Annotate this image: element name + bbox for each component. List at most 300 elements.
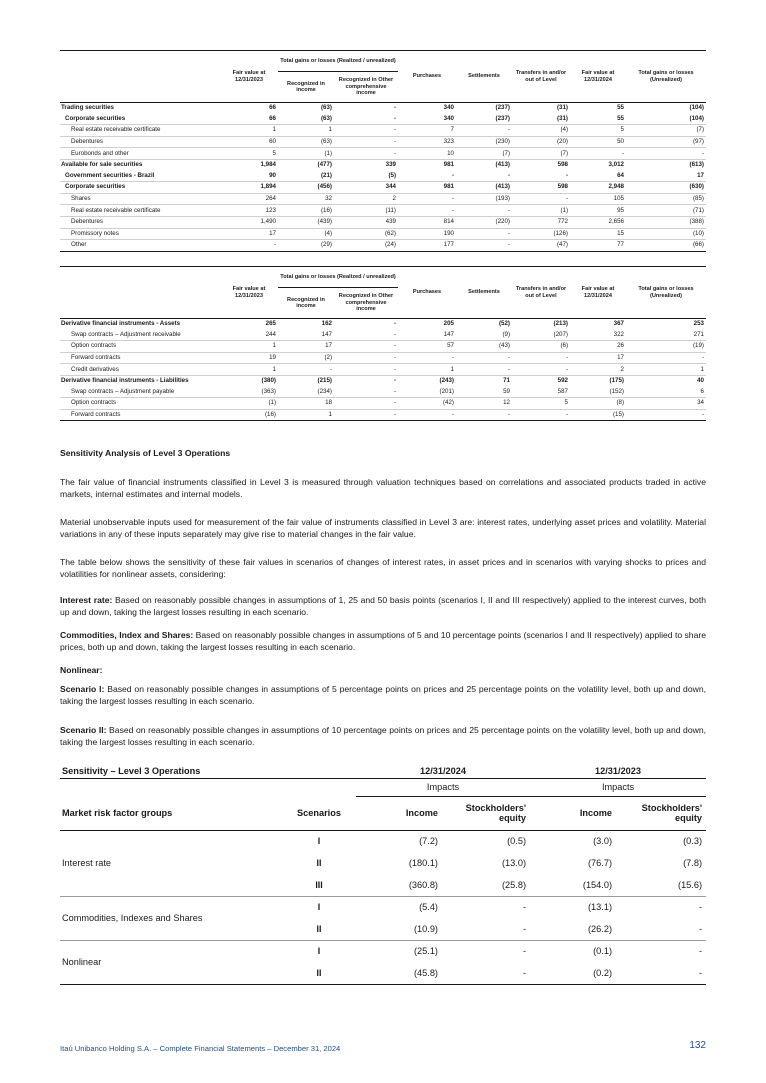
row-label: Available for sale securities (60, 159, 220, 170)
cell-value: 253 (626, 319, 706, 330)
nonlinear-heading: Nonlinear: (60, 665, 103, 675)
cell-value: - (456, 364, 512, 376)
row-label: Eurobonds and other (60, 148, 220, 160)
scenario-label: II (316, 858, 322, 868)
page-number: 132 (689, 1040, 706, 1051)
cell-value: - (398, 171, 456, 182)
sensitivity-value: (7.8) (683, 858, 703, 868)
cell-value: (388) (626, 216, 706, 228)
table-row (60, 228, 706, 240)
cell-value: (63) (278, 136, 334, 148)
cell-value: 90 (220, 171, 278, 182)
cell-value: (207) (512, 330, 570, 341)
cell-value: - (398, 193, 456, 205)
cell-value: - (398, 352, 456, 364)
cell-value: 1 (220, 341, 278, 353)
cell-value: 15 (570, 228, 626, 240)
cell-value: 17 (626, 171, 706, 182)
table-row (60, 136, 706, 148)
header-fv-end: Fair value at 12/31/2024 (570, 51, 626, 103)
cell-value: - (334, 330, 398, 341)
risk-group-name: Commodities, Indexes and Shares (60, 896, 282, 940)
paragraph-3: The table below shows the sensitivity of these fair values in scenarios of changes of interest rates, in asset prices and in scenarios with varying shocks to prices and volatilities for nonlinear assets, considering: (60, 557, 706, 580)
cell-value: 814 (398, 216, 456, 228)
cell-value: (243) (398, 375, 456, 386)
table-row (60, 387, 706, 398)
cell-value: 981 (398, 159, 456, 170)
cell-value: - (456, 125, 512, 137)
date-2024: 12/31/2024 (356, 764, 530, 778)
cell-value: (85) (626, 193, 706, 205)
header-settlements: Settlements (456, 267, 512, 319)
interest-text: Based on reasonably possible changes in assumptions of 1, 25 and 50 basis points (scenarios I, II and III respectively) applied to the interest curves, both up and down, taking the largest losses resulting in each scenario. (60, 595, 706, 618)
cell-value: (126) (512, 228, 570, 240)
scenario-label: I (282, 940, 356, 962)
cell-value: - (456, 171, 512, 182)
cell-value: - (398, 409, 456, 421)
row-label: Swap contracts – Adjustment payable (60, 387, 220, 398)
header-purchases: Purchases (398, 51, 456, 103)
cell-value: (97) (626, 136, 706, 148)
date-2023: 12/31/2023 (530, 764, 706, 778)
cell-value: (9) (456, 330, 512, 341)
cell-value: - (512, 364, 570, 376)
table-row (60, 364, 706, 376)
sensitivity-table-body (60, 764, 706, 984)
cell-value: 12 (456, 398, 512, 410)
scenario-label: I (282, 896, 356, 918)
cell-value: 2,656 (570, 216, 626, 228)
risk-group-name: Nonlinear (60, 940, 282, 984)
sensitivity-value: (180.1) (408, 858, 438, 868)
cell-value: - (570, 148, 626, 160)
cell-value: 95 (570, 205, 626, 217)
cell-value: (10) (626, 228, 706, 240)
cell-value: (16) (220, 409, 278, 421)
sensitivity-row (60, 896, 706, 918)
cell-value: (630) (626, 182, 706, 194)
commodities-label: Commodities, Index and Shares: (60, 630, 194, 640)
table-row (60, 409, 706, 421)
cell-value: 60 (220, 136, 278, 148)
cell-value: 177 (398, 240, 456, 252)
risk-group-name: Interest rate (62, 858, 112, 868)
paragraph-commodities (60, 629, 706, 654)
cell-value: 2,948 (570, 182, 626, 194)
cell-value: 1 (220, 125, 278, 137)
cell-value: - (456, 352, 512, 364)
table-row (60, 182, 706, 194)
cell-value: 1 (626, 364, 706, 376)
table-row (60, 125, 706, 137)
row-label: Debentures (60, 136, 220, 148)
cell-value: (19) (626, 341, 706, 353)
cell-value: 7 (398, 125, 456, 137)
cell-value: (201) (398, 387, 456, 398)
row-label: Other (60, 240, 220, 252)
sensitivity-value: (76.7) (588, 858, 613, 868)
header-fv-end: Fair value at 12/31/2024 (570, 267, 626, 319)
cell-value: 55 (570, 103, 626, 114)
cell-value: 1,984 (220, 159, 278, 170)
row-label: Option contracts (60, 398, 220, 410)
header-recognized-income: Recognized in income (287, 296, 325, 309)
cell-value: 322 (570, 330, 626, 341)
sensitivity-table (60, 764, 706, 985)
cell-value: 1,490 (220, 216, 278, 228)
cell-value: 340 (398, 114, 456, 125)
cell-value: - (626, 352, 706, 364)
equity-header-2023: Stockholders' equity (616, 796, 706, 830)
impacts-2023: Impacts (530, 778, 706, 796)
cell-value: (175) (570, 375, 626, 386)
cell-value: (31) (512, 114, 570, 125)
cell-value: - (334, 114, 398, 125)
cell-value: 3,012 (570, 159, 626, 170)
cell-value: 18 (278, 398, 334, 410)
level3-derivatives-table (60, 266, 706, 421)
cell-value: - (334, 148, 398, 160)
cell-value: 32 (278, 193, 334, 205)
table-row (60, 375, 706, 386)
cell-value: - (512, 352, 570, 364)
cell-value: 1,894 (220, 182, 278, 194)
sensitivity-value: - (616, 940, 706, 962)
cell-value: 50 (570, 136, 626, 148)
cell-value: 5 (570, 125, 626, 137)
header-recognized-income: Recognized in income (287, 80, 325, 93)
header-recognized-oci: Recognized in Other comprehensive income (338, 77, 394, 97)
cell-value: (237) (456, 103, 512, 114)
cell-value: 123 (220, 205, 278, 217)
cell-value: - (334, 398, 398, 410)
cell-value: (456) (278, 182, 334, 194)
sensitivity-value: (0.1) (530, 940, 616, 962)
cell-value: (16) (278, 205, 334, 217)
cell-value: - (278, 364, 334, 376)
row-label: Trading securities (60, 103, 220, 114)
table-row (60, 240, 706, 252)
cell-value: 439 (334, 216, 398, 228)
cell-value: - (334, 341, 398, 353)
cell-value: (1) (512, 205, 570, 217)
row-label: Real estate receivable certificate (60, 205, 220, 217)
table-row (60, 398, 706, 410)
cell-value: 5 (512, 398, 570, 410)
paragraph-interest-rate (60, 594, 706, 619)
income-header-2024: Income (356, 796, 442, 830)
paragraph-scenario-2 (60, 724, 706, 749)
cell-value: 205 (398, 319, 456, 330)
cell-value: (613) (626, 159, 706, 170)
row-label: Corporate securities (60, 114, 220, 125)
scenario-label: II (282, 962, 356, 984)
interest-label: Interest rate: (60, 595, 113, 605)
impacts-2024: Impacts (356, 778, 530, 796)
cell-value: (193) (456, 193, 512, 205)
cell-value: 340 (398, 103, 456, 114)
cell-value: 17 (220, 228, 278, 240)
cell-value: - (626, 148, 706, 160)
scenario-1-label: Scenario I: (60, 684, 105, 694)
cell-value: - (334, 387, 398, 398)
cell-value: (380) (220, 375, 278, 386)
sensitivity-value: (7.2) (419, 836, 438, 847)
commodities-text: Based on reasonably possible changes in assumptions of 5 and 10 percentage points (scenarios I and II respectively) applied to share prices, both up and down, taking the largest losses resulting in each scenario. (60, 630, 706, 653)
row-label: Forward contracts (60, 352, 220, 364)
row-label: Swap contracts – Adjustment receivable (60, 330, 220, 341)
cell-value: (43) (456, 341, 512, 353)
scenario-2-text: Based on reasonably possible changes in assumptions of 10 percentage points on prices and 25 percentage points on the volatility level, both up and down, taking the largest losses resulting in each scenario. (60, 725, 706, 748)
sensitivity-value: (45.8) (356, 962, 442, 984)
cell-value: 1 (398, 364, 456, 376)
cell-value: - (334, 125, 398, 137)
cell-value: 271 (626, 330, 706, 341)
sensitivity-row (60, 940, 706, 962)
table-row (60, 341, 706, 353)
cell-value: - (334, 364, 398, 376)
row-label: Option contracts (60, 341, 220, 353)
cell-value: (63) (278, 114, 334, 125)
table1-body (60, 103, 706, 252)
cell-value: 17 (570, 352, 626, 364)
footer-text: Itaú Unibanco Holding S.A. – Complete Financial Statements – December 31, 2024 (60, 1044, 341, 1053)
cell-value: 339 (334, 159, 398, 170)
cell-value: (24) (334, 240, 398, 252)
cell-value: 5 (220, 148, 278, 160)
sensitivity-value: (0.5) (507, 836, 527, 847)
table2-body (60, 319, 706, 421)
cell-value: 772 (512, 216, 570, 228)
header-settlements: Settlements (456, 51, 512, 103)
cell-value: - (512, 409, 570, 421)
cell-value: 1 (220, 364, 278, 376)
cell-value: 162 (278, 319, 334, 330)
cell-value: 265 (220, 319, 278, 330)
level3-securities-table (60, 50, 706, 252)
cell-value: (104) (626, 114, 706, 125)
cell-value: (8) (570, 398, 626, 410)
sensitivity-value: (0.3) (683, 836, 703, 847)
cell-value: 244 (220, 330, 278, 341)
table-row (60, 103, 706, 114)
cell-value: (220) (456, 216, 512, 228)
cell-value: (29) (278, 240, 334, 252)
cell-value: (477) (278, 159, 334, 170)
row-label: Forward contracts (60, 409, 220, 421)
cell-value: - (334, 409, 398, 421)
cell-value: 264 (220, 193, 278, 205)
sensitivity-value: (15.6) (678, 879, 703, 890)
cell-value: 64 (570, 171, 626, 182)
cell-value: - (398, 205, 456, 217)
sensitivity-value: (13.0) (502, 858, 527, 868)
cell-value: - (334, 352, 398, 364)
cell-value: (71) (626, 205, 706, 217)
cell-value: 981 (398, 182, 456, 194)
cell-value: (237) (456, 114, 512, 125)
row-label: Real estate receivable certificate (60, 125, 220, 137)
cell-value: 344 (334, 182, 398, 194)
cell-value: 2 (334, 193, 398, 205)
cell-value: (62) (334, 228, 398, 240)
cell-value: - (456, 409, 512, 421)
cell-value: (6) (512, 341, 570, 353)
scenario-label: II (316, 923, 322, 934)
sensitivity-value: - (442, 896, 530, 918)
cell-value: (2) (278, 352, 334, 364)
cell-value: - (626, 409, 706, 421)
scenario-2-label: Scenario II: (60, 725, 107, 735)
sensitivity-row (60, 830, 706, 852)
cell-value: 147 (398, 330, 456, 341)
scenario-label: III (315, 879, 323, 890)
sensitivity-value: (25.8) (502, 879, 527, 890)
table-row (60, 148, 706, 160)
cell-value: 19 (220, 352, 278, 364)
scenario-1-text: Based on reasonably possible changes in assumptions of 5 percentage points on prices and 25 percentage points on the volatility level, both up and down, taking the largest losses resulting in each scenario. (60, 684, 706, 707)
scenario-label: I (317, 836, 321, 847)
sensitivity-value: (5.4) (356, 896, 442, 918)
cell-value: (7) (456, 148, 512, 160)
cell-value: 6 (626, 387, 706, 398)
cell-value: (104) (626, 103, 706, 114)
cell-value: 367 (570, 319, 626, 330)
cell-value: (1) (278, 148, 334, 160)
cell-value: (42) (398, 398, 456, 410)
paragraph-2: Material unobservable inputs used for measurement of the fair value of instruments classified in Level 3 are: interest rates, underlying asset prices and volatility. Material variations in any of these inputs separately may give rise to material changes in the fair value. (60, 517, 706, 540)
table-row (60, 352, 706, 364)
cell-value: (152) (570, 387, 626, 398)
cell-value: 1 (278, 409, 334, 421)
sensitivity-value: (25.1) (356, 940, 442, 962)
cell-value: 66 (220, 114, 278, 125)
table-row (60, 319, 706, 330)
cell-value: 592 (512, 375, 570, 386)
cell-value: 71 (456, 375, 512, 386)
cell-value: (1) (220, 398, 278, 410)
row-label: Derivative financial instruments - Assets (60, 319, 220, 330)
cell-value: - (456, 228, 512, 240)
header-gains-group: Total gains or losses (Realized / unrealized) (278, 267, 398, 288)
header-transfers: Transfers in and/or out of Level (512, 51, 570, 103)
cell-value: 66 (220, 103, 278, 114)
table-row (60, 114, 706, 125)
table-row (60, 330, 706, 341)
header-gains-group: Total gains or losses (Realized / unrealized) (278, 51, 398, 72)
cell-value: (66) (626, 240, 706, 252)
cell-value: - (456, 205, 512, 217)
cell-value: 10 (398, 148, 456, 160)
header-fv-start: Fair value at 12/31/2023 (220, 51, 278, 103)
cell-value: (230) (456, 136, 512, 148)
header-transfers: Transfers in and/or out of Level (512, 267, 570, 319)
cell-value: (234) (278, 387, 334, 398)
cell-value: 105 (570, 193, 626, 205)
sensitivity-value: - (442, 940, 530, 962)
cell-value: (15) (570, 409, 626, 421)
cell-value: - (456, 240, 512, 252)
cell-value: (4) (512, 125, 570, 137)
cell-value: (21) (278, 171, 334, 182)
cell-value: - (334, 319, 398, 330)
income-header-2023: Income (530, 796, 616, 830)
cell-value: (363) (220, 387, 278, 398)
sensitivity-title: Sensitivity – Level 3 Operations (60, 764, 282, 778)
sensitivity-value: - (698, 923, 703, 934)
cell-value: (413) (456, 182, 512, 194)
table-row (60, 193, 706, 205)
cell-value: 34 (626, 398, 706, 410)
header-blank (282, 764, 356, 778)
header-purchases: Purchases (398, 267, 456, 319)
cell-value: 77 (570, 240, 626, 252)
section-title: Sensitivity Analysis of Level 3 Operations (60, 448, 231, 458)
cell-value: (47) (512, 240, 570, 252)
cell-value: 57 (398, 341, 456, 353)
cell-value: (63) (278, 103, 334, 114)
cell-value: 587 (512, 387, 570, 398)
sensitivity-value: (154.0) (582, 879, 613, 890)
row-label: Corporate securities (60, 182, 220, 194)
header-blank (282, 778, 356, 796)
row-label: Debentures (60, 216, 220, 228)
sensitivity-value: (13.1) (530, 896, 616, 918)
header-blank (60, 51, 220, 103)
row-label: Promissory notes (60, 228, 220, 240)
cell-value: - (512, 193, 570, 205)
paragraph-1: The fair value of financial instruments classified in Level 3 is measured through valuation techniques based on correlations and associated products traded in active markets, internal estimates and internal models. (60, 477, 706, 500)
cell-value: (4) (278, 228, 334, 240)
cell-value: 323 (398, 136, 456, 148)
sensitivity-value: - (442, 962, 530, 984)
row-label: Derivative financial instruments - Liabilities (60, 375, 220, 386)
cell-value: - (512, 171, 570, 182)
cell-value: - (220, 240, 278, 252)
header-total-unrealized: Total gains or losses (Unrealized) (626, 51, 706, 103)
cell-value: 147 (278, 330, 334, 341)
cell-value: (7) (512, 148, 570, 160)
cell-value: (31) (512, 103, 570, 114)
cell-value: 55 (570, 114, 626, 125)
cell-value: - (334, 375, 398, 386)
cell-value: 598 (512, 159, 570, 170)
cell-value: 2 (570, 364, 626, 376)
cell-value: 1 (278, 125, 334, 137)
row-label: Government securities - Brazil (60, 171, 220, 182)
market-risk-factor-header: Market risk factor groups (60, 796, 282, 830)
sensitivity-value: - (616, 962, 706, 984)
cell-value: (11) (334, 205, 398, 217)
cell-value: (52) (456, 319, 512, 330)
cell-value: 190 (398, 228, 456, 240)
row-label: Credit derivatives (60, 364, 220, 376)
cell-value: (215) (278, 375, 334, 386)
cell-value: - (334, 103, 398, 114)
equity-header-2024: Stockholders' equity (442, 796, 530, 830)
header-total-unrealized: Total gains or losses (Unrealized) (626, 267, 706, 319)
sensitivity-value: (26.2) (588, 923, 613, 934)
cell-value: 40 (626, 375, 706, 386)
table-row (60, 159, 706, 170)
sensitivity-value: (3.0) (593, 836, 613, 847)
sensitivity-value: - (616, 896, 706, 918)
cell-value: 598 (512, 182, 570, 194)
paragraph-scenario-1 (60, 683, 706, 708)
cell-value: 17 (278, 341, 334, 353)
header-blank (60, 267, 220, 319)
table-row (60, 171, 706, 182)
